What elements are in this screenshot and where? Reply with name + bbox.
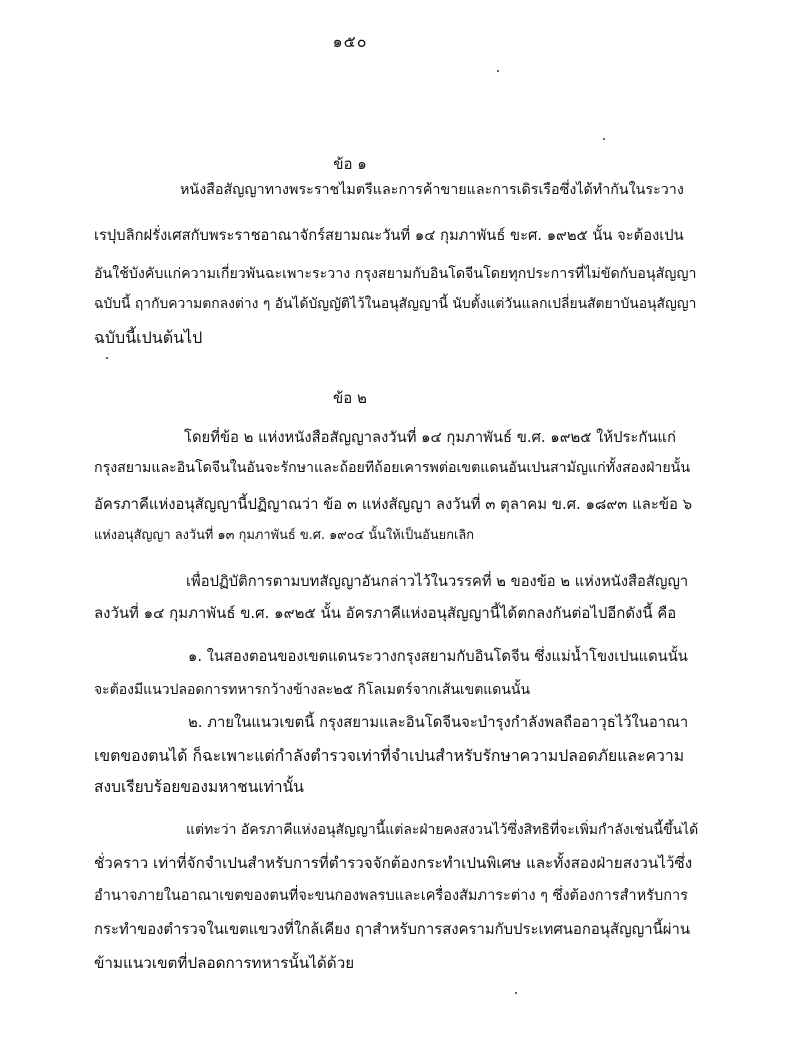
scan-speck: [603, 138, 605, 140]
text-line: อันใช้บังคับแก่ความเกี่ยวพันฉะเพาะระวาง กรุงสยามกับอินโดจีนโดยทุกประการที่ไม่ขัดกับอนุสัญญา: [94, 266, 697, 282]
text-line: จะต้องมีแนวปลอดการทหารกว้างข้างละ๒๕ กิโลเมตร์จากเส้นเขตแดนนั้น: [94, 682, 531, 698]
text-line: ๒. ภายในแนวเขตนี้ กรุงสยามและอินโดจีนจะบำรุงกำลังพลถืออาวุธไว้ในอาณา: [188, 714, 689, 731]
section-heading-2: ข้อ ๒: [333, 389, 367, 407]
text-line: ฉบับนี้เปนต้นไป: [94, 328, 203, 347]
text-line: แต่ทะว่า อัครภาคีแห่งอนุสัญญานี้แต่ละฝ่ายคงสงวนไว้ซึ่งสิทธิที่จะเพิ่มกำลังเช่นนี้ขึ้นได้: [186, 822, 699, 838]
text-line: ชั่วคราว เท่าที่จักจำเปนสำหรับการที่ตำรวจจักต้องกระทำเปนพิเศษ และทั้งสองฝ่ายสงวนไว้ซึ่ง: [94, 854, 693, 872]
text-line: เรปุบลิกฝรั่งเศสกับพระราชอาณาจักร์สยามณะวันที่ ๑๔ กุมภาพันธ์ ขะศ. ๑๙๒๕ นั้น จะต้องเปน: [94, 227, 684, 244]
text-line: ฉบับนี้ ฤากับความตกลงต่าง ๆ อันได้บัญญัติไว้ในอนุสัญญานี้ นับตั้งแต่วันแลกเปลี่ยนสัตยาบันอนุสัญญา: [94, 296, 697, 312]
text-line: กระทำของตำรวจในเขตแขวงที่ใกล้เคียง ฤาสำหรับการสงครามกับประเทศนอกอนุสัญญานี้ผ่าน: [94, 920, 691, 938]
text-line: อำนาจภายในอาณาเขตของตนที่จะขนกองพลรบและเครื่องสัมภาระต่าง ๆ ซึ่งต้องการสำหรับการ: [94, 888, 688, 904]
text-line: ข้ามแนวเขตที่ปลอดการทหารนั้นได้ด้วย: [94, 954, 355, 972]
text-line: อัครภาคีแห่งอนุสัญญานี้ปฏิญาณว่า ข้อ ๓ แห่งสัญญา ลงวันที่ ๓ ตุลาคม ข.ศ. ๑๘๙๓ และข้อ ๖: [94, 495, 693, 513]
text-line: เพื่อปฏิบัติการตามบทสัญญาอันกล่าวไว้ในวรรคที่ ๒ ของข้อ ๒ แห่งหนังสือสัญญา: [186, 573, 689, 590]
text-line: เขตของตนได้ ก็ฉะเพาะแต่กำลังตำรวจเท่าที่จำเปนสำหรับรักษาความปลอดภัยและความ: [94, 746, 685, 765]
section-heading-1: ข้อ ๑: [333, 155, 367, 173]
text-line: กรุงสยามและอินโดจีนในอันจะรักษาและถ้อยทีถ้อยเคารพต่อเขตแดนอันเปนสามัญแก่ทั้งสองฝ่ายนั้น: [94, 460, 691, 476]
scan-speck: [515, 992, 517, 994]
page-number: ๑๕๐: [332, 32, 368, 51]
scan-speck: [106, 357, 108, 359]
text-line: สงบเรียบร้อยของมหาชนเท่านั้น: [94, 778, 304, 796]
text-line: ๑. ในสองตอนของเขตแดนระวางกรุงสยามกับอินโดจีน ซึ่งแม่น้ำโขงเปนแดนนั้น: [188, 648, 688, 665]
text-line: โดยที่ข้อ ๒ แห่งหนังสือสัญญาลงวันที่ ๑๔ กุมภาพันธ์ ข.ศ. ๑๙๒๕ ให้ประกันแก่: [184, 429, 676, 446]
scan-speck: [497, 70, 499, 72]
text-line: ลงวันที่ ๑๔ กุมภาพันธ์ ข.ศ. ๑๙๒๕ นั้น อัครภาคีแห่งอนุสัญญานี้ได้ตกลงกันต่อไปอีกดังนี้ คือ: [94, 604, 677, 622]
text-line: หนังสือสัญญาทางพระราชไมตรีและการค้าขายและการเดิรเรือซึ่งได้ทำกันในระวาง: [180, 182, 684, 198]
text-line: แห่งอนุสัญญา ลงวันที่ ๑๓ กุมภาพันธ์ ข.ศ. ๑๙๐๔ นั้นให้เป็นอันยกเลิก: [94, 528, 475, 543]
